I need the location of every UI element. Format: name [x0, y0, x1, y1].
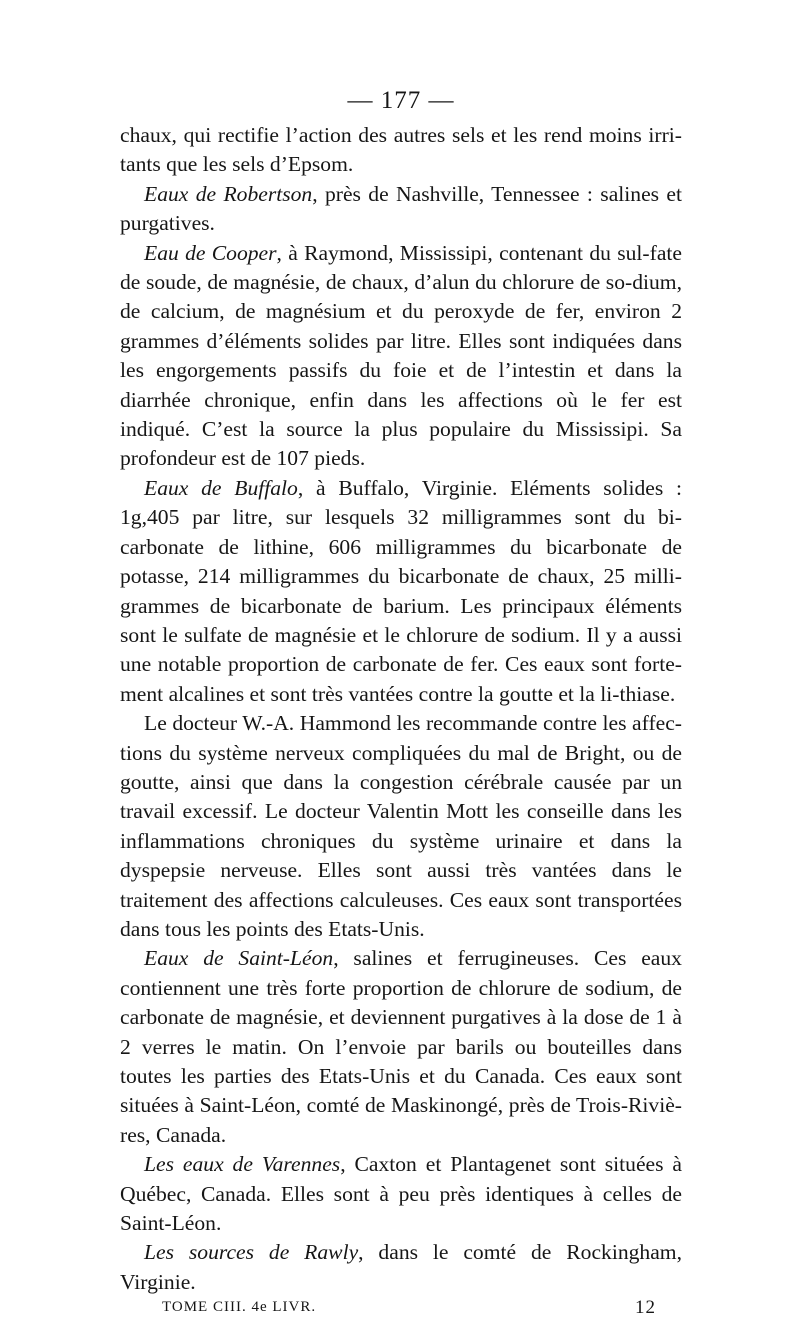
paragraph-8-text: , dans le comté de Rockingham, Virginie.	[120, 1240, 682, 1294]
paragraph-6-title: Eaux de Saint-Léon	[144, 946, 334, 971]
gathering-number: 12	[635, 1297, 656, 1319]
paragraph-7-title: Les eaux de Varennes	[144, 1152, 341, 1177]
paragraph-7	[120, 1150, 682, 1238]
paragraph-5-text: Le docteur W.-A. Hammond les recommande contre les affec-tions du système nerveux compliquées du mal de Bright, ou de goutte, ainsi que dans la congestion cérébrale causée par un travail excessif. Le docteur Valentin Mott les conseille dans les inflammations chroniques du système urinaire et dans la dyspepsie nerveuse. Elles sont aussi très vantées dans le traitement des affections calculeuses. Ces eaux sont transportées dans tous les points des Etats-Unis.	[120, 711, 682, 941]
book-page	[120, 83, 682, 1323]
paragraph-7-text: , Caxton et Plantagenet sont situées à Québec, Canada. Elles sont à peu près identiques à celles de Saint-Léon.	[120, 1152, 682, 1236]
page-footer	[120, 1299, 682, 1323]
volume-signature: TOME CIII. 4e LIVR.	[162, 1299, 317, 1316]
paragraph-2-text: , près de Nashville, Tennessee : salines et purgatives.	[120, 181, 682, 236]
body-text	[120, 121, 682, 1297]
page-number: — 177 —	[347, 87, 455, 114]
paragraph-4	[120, 474, 682, 709]
paragraph-3	[120, 239, 682, 474]
paragraph-3-text: , à Raymond, Mississipi, contenant du sul-fate de soude, de magnésie, de chaux, d’alun du chlorure de so-dium, de calcium, de magnésium et du peroxyde de fer, environ 2 grammes d’éléments solides par litre. Elles sont indiquées dans les engorgements passifs du foie et de l’intestin et dans la diarrhée chronique, enfin dans les affections où le fer est indiqué. C’est la source la plus populaire du Mississipi. Sa profondeur est de 107 pieds.	[120, 240, 682, 471]
paragraph-4-title: Eaux de Buffalo	[144, 475, 298, 500]
paragraph-2-title: Eaux de Robertson	[144, 181, 313, 206]
paragraph-1-text: chaux, qui rectifie l’action des autres sels et les rend moins irri-tants que les sels d’Epsom.	[120, 123, 682, 177]
paragraph-4-text: , à Buffalo, Virginie. Eléments solides : 1g,405 par litre, sur lesquels 32 milligrammes sont du bi-carbonate de lithine, 606 milligrammes du bicarbonate de potasse, 214 milligrammes du bicarbonate de chaux, 25 milli-grammes de bicarbonate de barium. Les principaux éléments sont le sulfate de magnésie et le chlorure de sodium. Il y a aussi une notable proportion de carbonate de fer. Ces eaux sont forte-ment alcalines et sont très vantées contre la goutte et la li-thiase.	[120, 475, 682, 706]
paragraph-2	[120, 180, 682, 239]
paragraph-6-text: , salines et ferrugineuses. Ces eaux contiennent une très forte proportion de chlorure de sodium, de carbonate de magnésie, et deviennent purgatives à la dose de 1 à 2 verres le matin. On l’envoie par barils ou bouteilles dans toutes les parties des Etats-Unis et du Canada. Ces eaux sont situées à Saint-Léon, comté de Maskinongé, près de Trois-Riviè-res, Canada.	[120, 946, 682, 1147]
paragraph-1	[120, 121, 682, 180]
paragraph-3-title: Eau de Cooper	[144, 240, 277, 265]
paragraph-6	[120, 944, 682, 1150]
paragraph-5	[120, 709, 682, 944]
paragraph-8	[120, 1238, 682, 1297]
paragraph-8-title: Les sources de Rawly	[144, 1240, 359, 1265]
